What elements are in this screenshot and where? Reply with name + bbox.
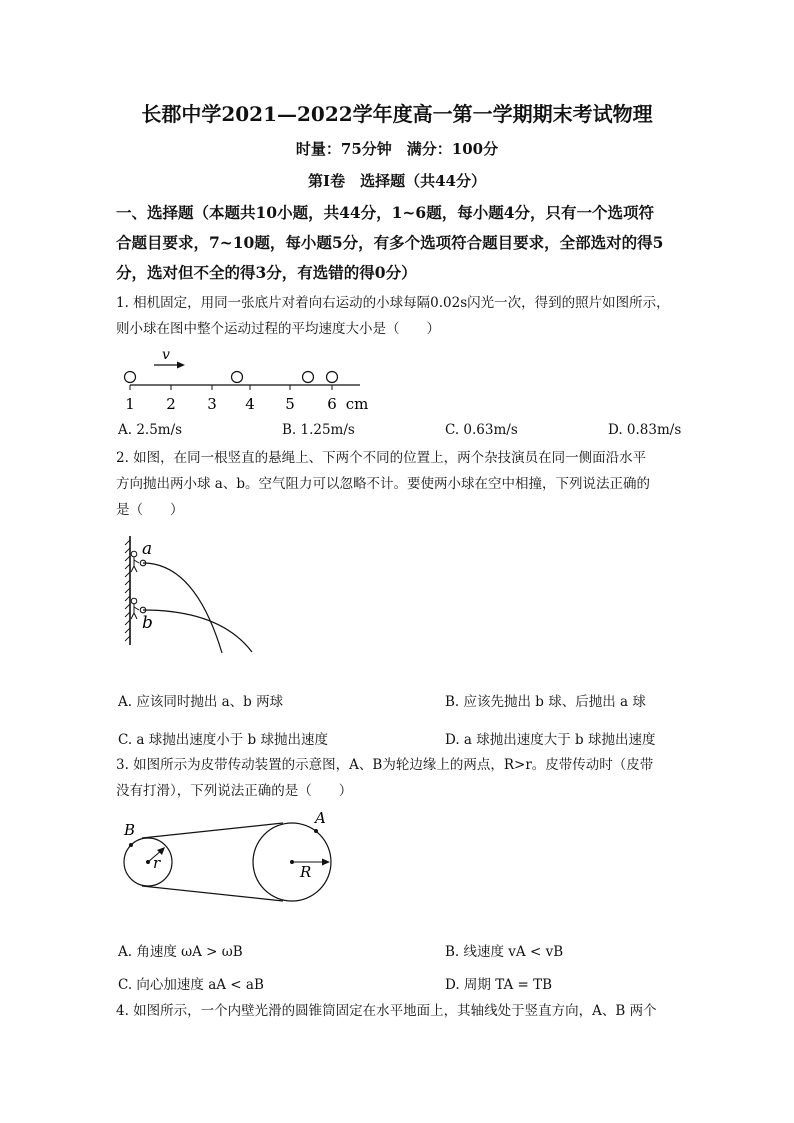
q2-option-a: A. 应该同时抛出 a、b 两球 <box>118 694 284 710</box>
q2-option-c: C. a 球抛出速度小于 b 球抛出速度 <box>118 732 328 748</box>
q1-option-c: C. 0.63m/s <box>445 422 518 438</box>
ruler-label-1: 1 <box>125 395 135 413</box>
q3-belt-figure <box>118 810 348 905</box>
velocity-arrowhead <box>177 362 185 369</box>
ruler-label-2: 2 <box>166 395 176 413</box>
q3-option-b: B. 线速度 vA < vB <box>445 944 564 960</box>
label-B: B <box>124 821 136 839</box>
q1-option-b: B. 1.25m/s <box>282 422 355 438</box>
q3-option-d: D. 周期 TA = TB <box>445 977 553 993</box>
velocity-label: v <box>162 347 170 363</box>
label-A: A <box>315 809 326 827</box>
trajectory-a <box>143 563 222 653</box>
q2-rope-figure <box>115 530 265 660</box>
question-1-line2: 则小球在图中整个运动过程的平均速度大小是（ ） <box>116 321 440 337</box>
q2-option-b: B. 应该先抛出 b 球、后抛出 a 球 <box>445 694 646 710</box>
q1-strobe-figure <box>110 345 380 415</box>
question-4-line1: 4. 如图所示，一个内壁光滑的圆锥筒固定在水平地面上，其轴线处于竖直方向，A、B 两个 <box>116 1003 657 1019</box>
trajectory-b <box>143 610 252 652</box>
ball-position-3 <box>303 372 314 383</box>
question-2-line1: 2. 如图，在同一根竖直的悬绳上、下两个不同的位置上，两个杂技演员在同一侧面沿水平 <box>116 450 647 466</box>
q1-option-a: A. 2.5m/s <box>118 422 183 438</box>
radius-R-arrowhead <box>322 859 330 866</box>
question-3-line2: 没有打滑），下列说法正确的是（ ） <box>116 783 353 799</box>
label-R: R <box>300 863 312 881</box>
ruler-label-4: 4 <box>245 395 255 413</box>
ruler-label-5: 5 <box>285 395 295 413</box>
ball-position-2 <box>232 372 243 383</box>
section-instructions-line2: 合题目要求，7~10题，每小题5分，有多个选项符合题目要求，全部选对的得5 <box>116 233 664 252</box>
ruler-label-3: 3 <box>207 395 217 413</box>
question-1-line1: 1. 相机固定，用同一张底片对着向右运动的小球每隔0.02s闪光一次，得到的照片如图所示， <box>116 295 670 311</box>
label-a: a <box>142 539 153 559</box>
section-instructions-line3: 分，选对但不全的得3分，有选错的得0分） <box>116 263 417 282</box>
part-heading: 第Ⅰ卷 选择题（共44分） <box>308 172 486 190</box>
ball-position-1 <box>125 372 136 383</box>
question-2-line3: 是（ ） <box>116 502 184 518</box>
section-instructions-line1: 一、选择题（本题共10小题，共44分，1~6题，每小题4分，只有一个选项符 <box>116 203 654 222</box>
q3-option-c: C. 向心加速度 aA < aB <box>118 977 264 993</box>
acrobat-b <box>131 598 139 619</box>
belt-bottom <box>142 886 283 901</box>
page-title: 长郡中学2021—2022学年度高一第一学期期末考试物理 <box>141 102 653 126</box>
exam-meta: 时量：75分钟 满分：100分 <box>295 140 499 158</box>
ball-position-4 <box>327 372 338 383</box>
belt-top <box>142 823 283 838</box>
ruler-label-6: 6 <box>327 395 337 413</box>
q3-option-a: A. 角速度 ωA > ωB <box>118 944 243 960</box>
label-b: b <box>142 613 153 633</box>
point-A <box>314 829 318 833</box>
point-B <box>129 843 133 847</box>
label-r: r <box>153 854 161 872</box>
q2-option-d: D. a 球抛出速度大于 b 球抛出速度 <box>445 732 656 748</box>
q1-option-d: D. 0.83m/s <box>608 422 682 438</box>
ruler-unit: cm <box>345 395 369 413</box>
question-2-line2: 方向抛出两小球 a、b。空气阻力可以忽略不计。要使两小球在空中相撞，下列说法正确的 <box>116 476 650 492</box>
question-3-line1: 3. 如图所示为皮带传动装置的示意图，A、B为轮边缘上的两点，R>r。皮带传动时（皮带 <box>116 757 654 773</box>
acrobat-a <box>131 551 139 572</box>
